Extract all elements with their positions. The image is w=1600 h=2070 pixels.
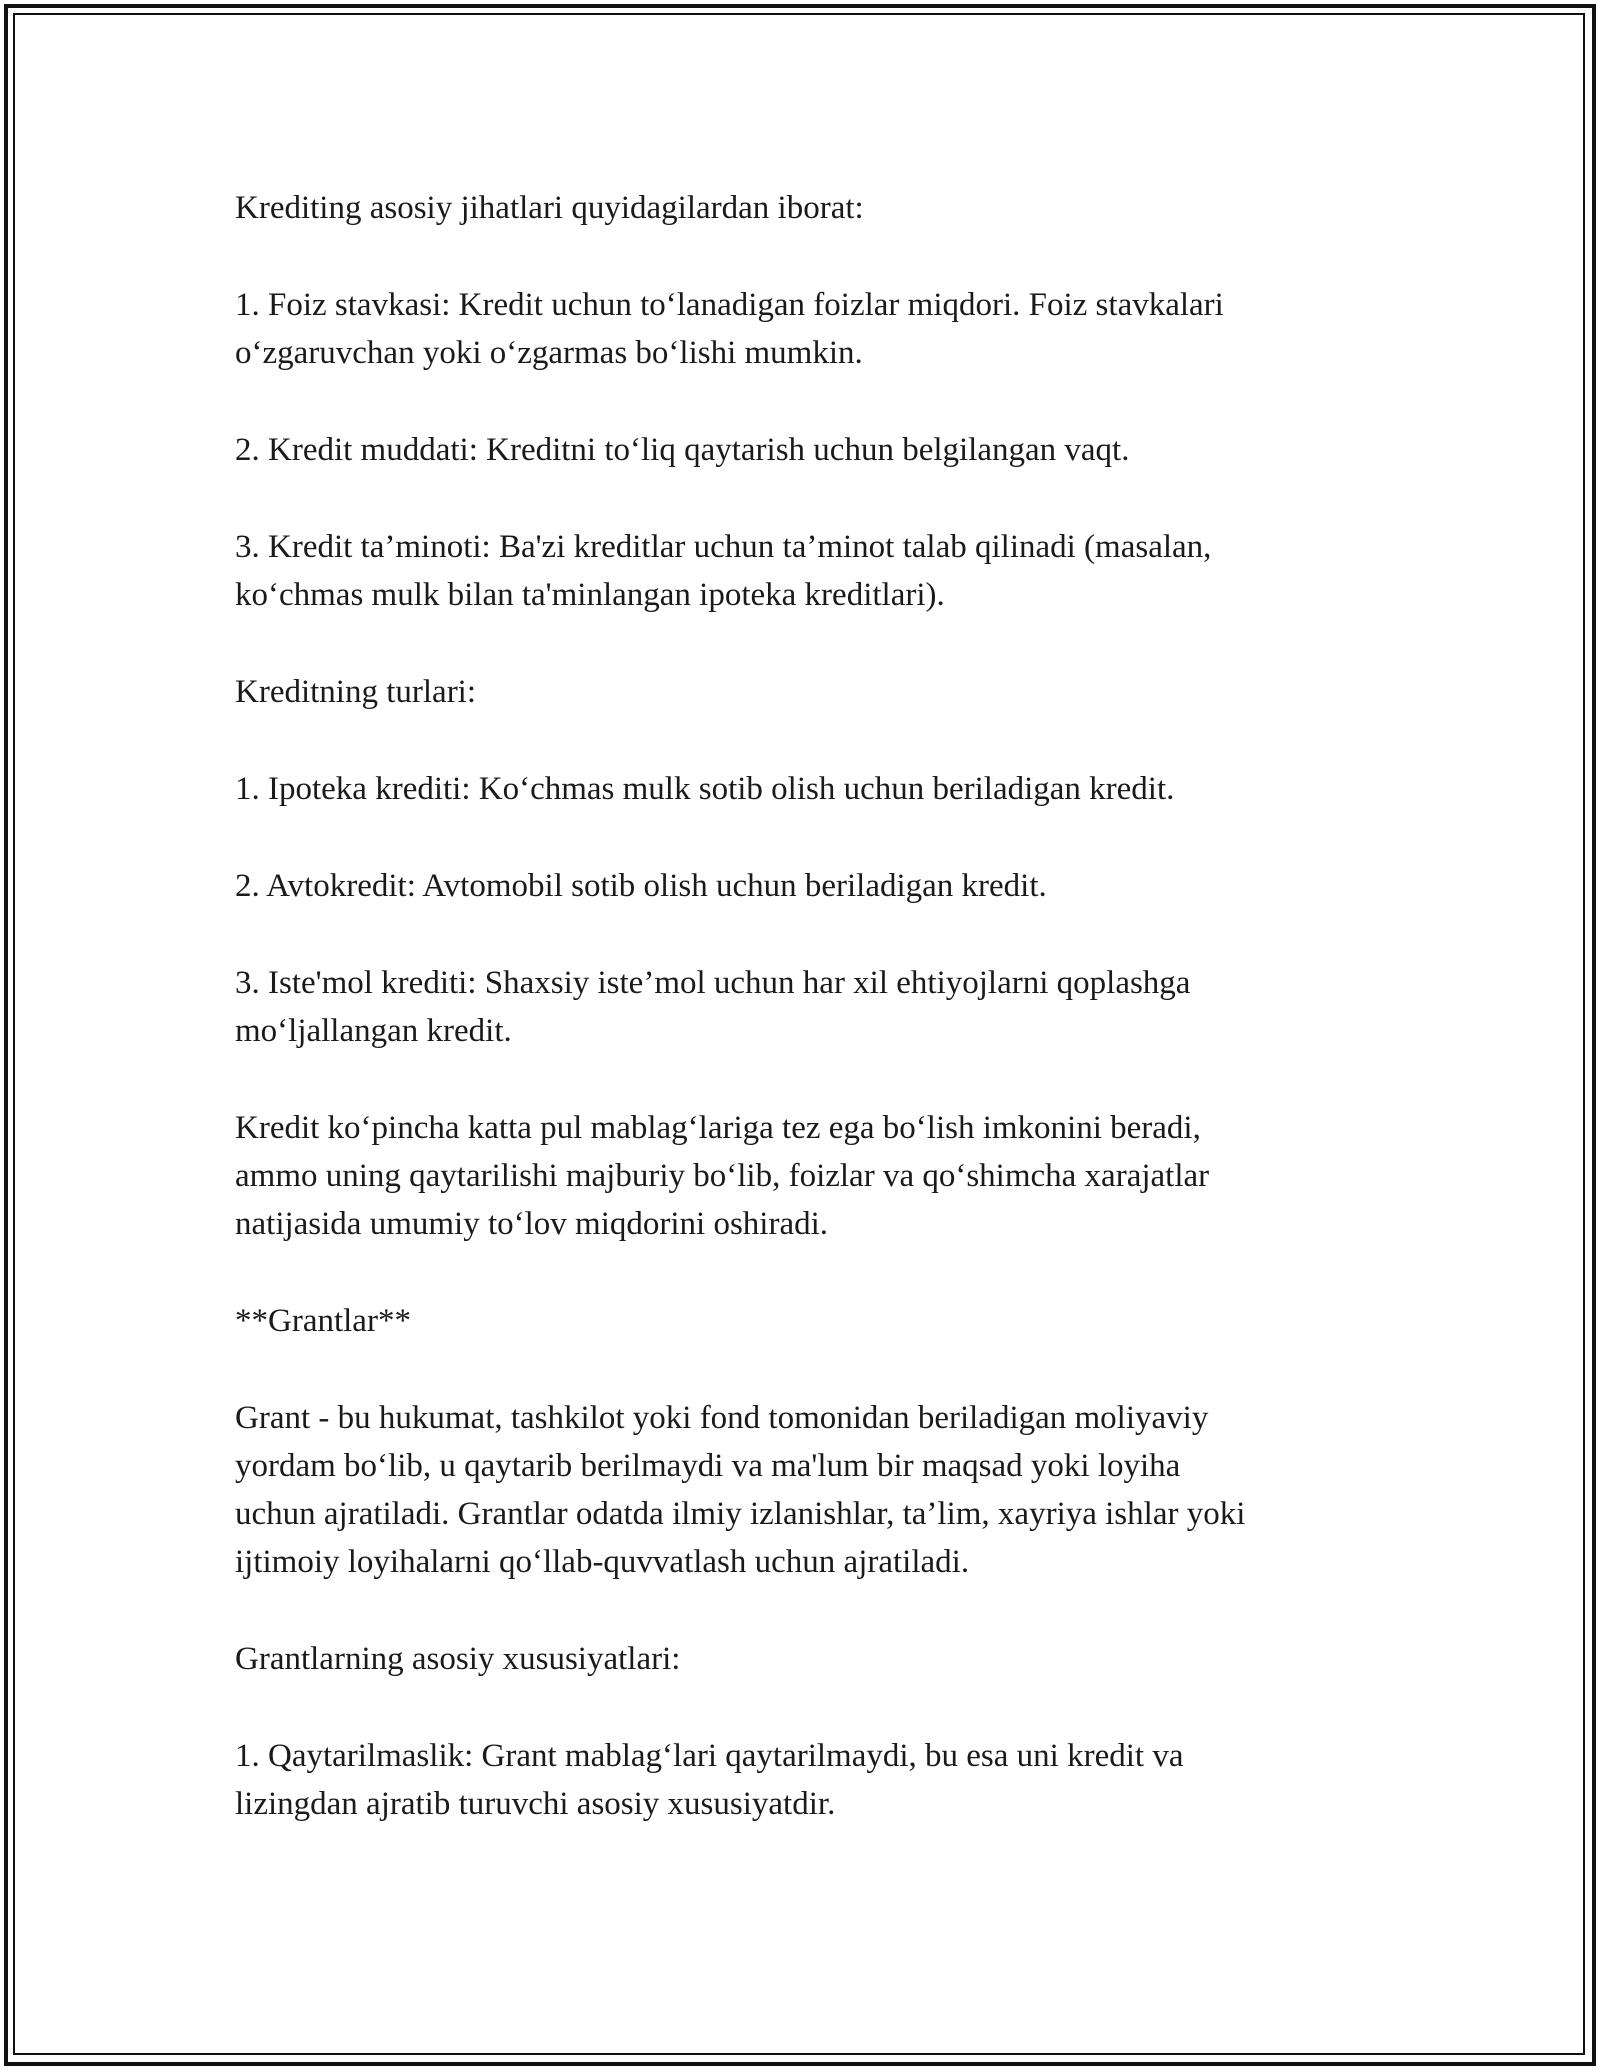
paragraph-grant-features-heading bbox=[235, 1635, 1385, 1683]
paragraph-credit-summary bbox=[235, 1104, 1385, 1248]
text-line: Kreditning turlari: bbox=[235, 674, 477, 710]
text-line: 2. Avtokredit: Avtomobil sotib olish uchun beriladigan kredit. bbox=[235, 868, 1047, 904]
paragraph-intro-heading bbox=[235, 184, 1385, 232]
paragraph-mortgage bbox=[235, 765, 1385, 813]
text-line: lizingdan ajratib turuvchi asosiy xususiyatdir. bbox=[235, 1786, 836, 1822]
paragraph-grants-heading bbox=[235, 1297, 1385, 1345]
paragraph-collateral bbox=[235, 523, 1385, 619]
text-line: o‘zgaruvchan yoki o‘zgarmas bo‘lishi mumkin. bbox=[235, 335, 863, 371]
text-line: Kredit ko‘pincha katta pul mablag‘lariga tez ega bo‘lish imkonini beradi, bbox=[235, 1110, 1201, 1146]
text-line: 2. Kredit muddati: Kreditni to‘liq qaytarish uchun belgilangan vaqt. bbox=[235, 432, 1130, 468]
text-line: **Grantlar** bbox=[235, 1303, 411, 1339]
text-line: 1. Qaytarilmaslik: Grant mablag‘lari qaytarilmaydi, bu esa uni kredit va bbox=[235, 1738, 1184, 1774]
paragraph-credit-term bbox=[235, 426, 1385, 474]
text-line: 1. Foiz stavkasi: Kredit uchun to‘lanadigan foizlar miqdori. Foiz stavkalari bbox=[235, 287, 1224, 323]
paragraph-auto-loan bbox=[235, 862, 1385, 910]
text-line: natijasida umumiy to‘lov miqdorini oshiradi. bbox=[235, 1206, 829, 1242]
text-line: 1. Ipoteka krediti: Ko‘chmas mulk sotib olish uchun beriladigan kredit. bbox=[235, 771, 1175, 807]
paragraph-credit-types-heading bbox=[235, 668, 1385, 716]
text-line: yordam bo‘lib, u qaytarib berilmaydi va ma'lum bir maqsad yoki loyiha bbox=[235, 1448, 1181, 1484]
text-line: ijtimoiy loyihalarni qo‘llab-quvvatlash uchun ajratiladi. bbox=[235, 1544, 970, 1580]
text-line: 3. Kredit ta’minoti: Ba'zi kreditlar uchun ta’minot talab qilinadi (masalan, bbox=[235, 529, 1212, 565]
text-line: Grant - bu hukumat, tashkilot yoki fond tomonidan beriladigan moliyaviy bbox=[235, 1400, 1209, 1436]
paragraph-non-repayable bbox=[235, 1732, 1385, 1828]
document-body bbox=[235, 184, 1385, 1828]
paragraph-grant-definition bbox=[235, 1394, 1385, 1586]
text-line: Grantlarning asosiy xususiyatlari: bbox=[235, 1641, 681, 1677]
text-line: Krediting asosiy jihatlari quyidagilardan iborat: bbox=[235, 190, 864, 226]
text-line: mo‘ljallangan kredit. bbox=[235, 1013, 512, 1049]
text-line: 3. Iste'mol krediti: Shaxsiy iste’mol uchun har xil ehtiyojlarni qoplashga bbox=[235, 965, 1191, 1001]
text-line: ammo uning qaytarilishi majburiy bo‘lib, foizlar va qo‘shimcha xarajatlar bbox=[235, 1158, 1210, 1194]
paragraph-consumer-loan bbox=[235, 959, 1385, 1055]
paragraph-interest-rate bbox=[235, 281, 1385, 377]
text-line: ko‘chmas mulk bilan ta'minlangan ipoteka kreditlari). bbox=[235, 577, 945, 613]
text-line: uchun ajratiladi. Grantlar odatda ilmiy izlanishlar, ta’lim, xayriya ishlar yoki bbox=[235, 1496, 1246, 1532]
